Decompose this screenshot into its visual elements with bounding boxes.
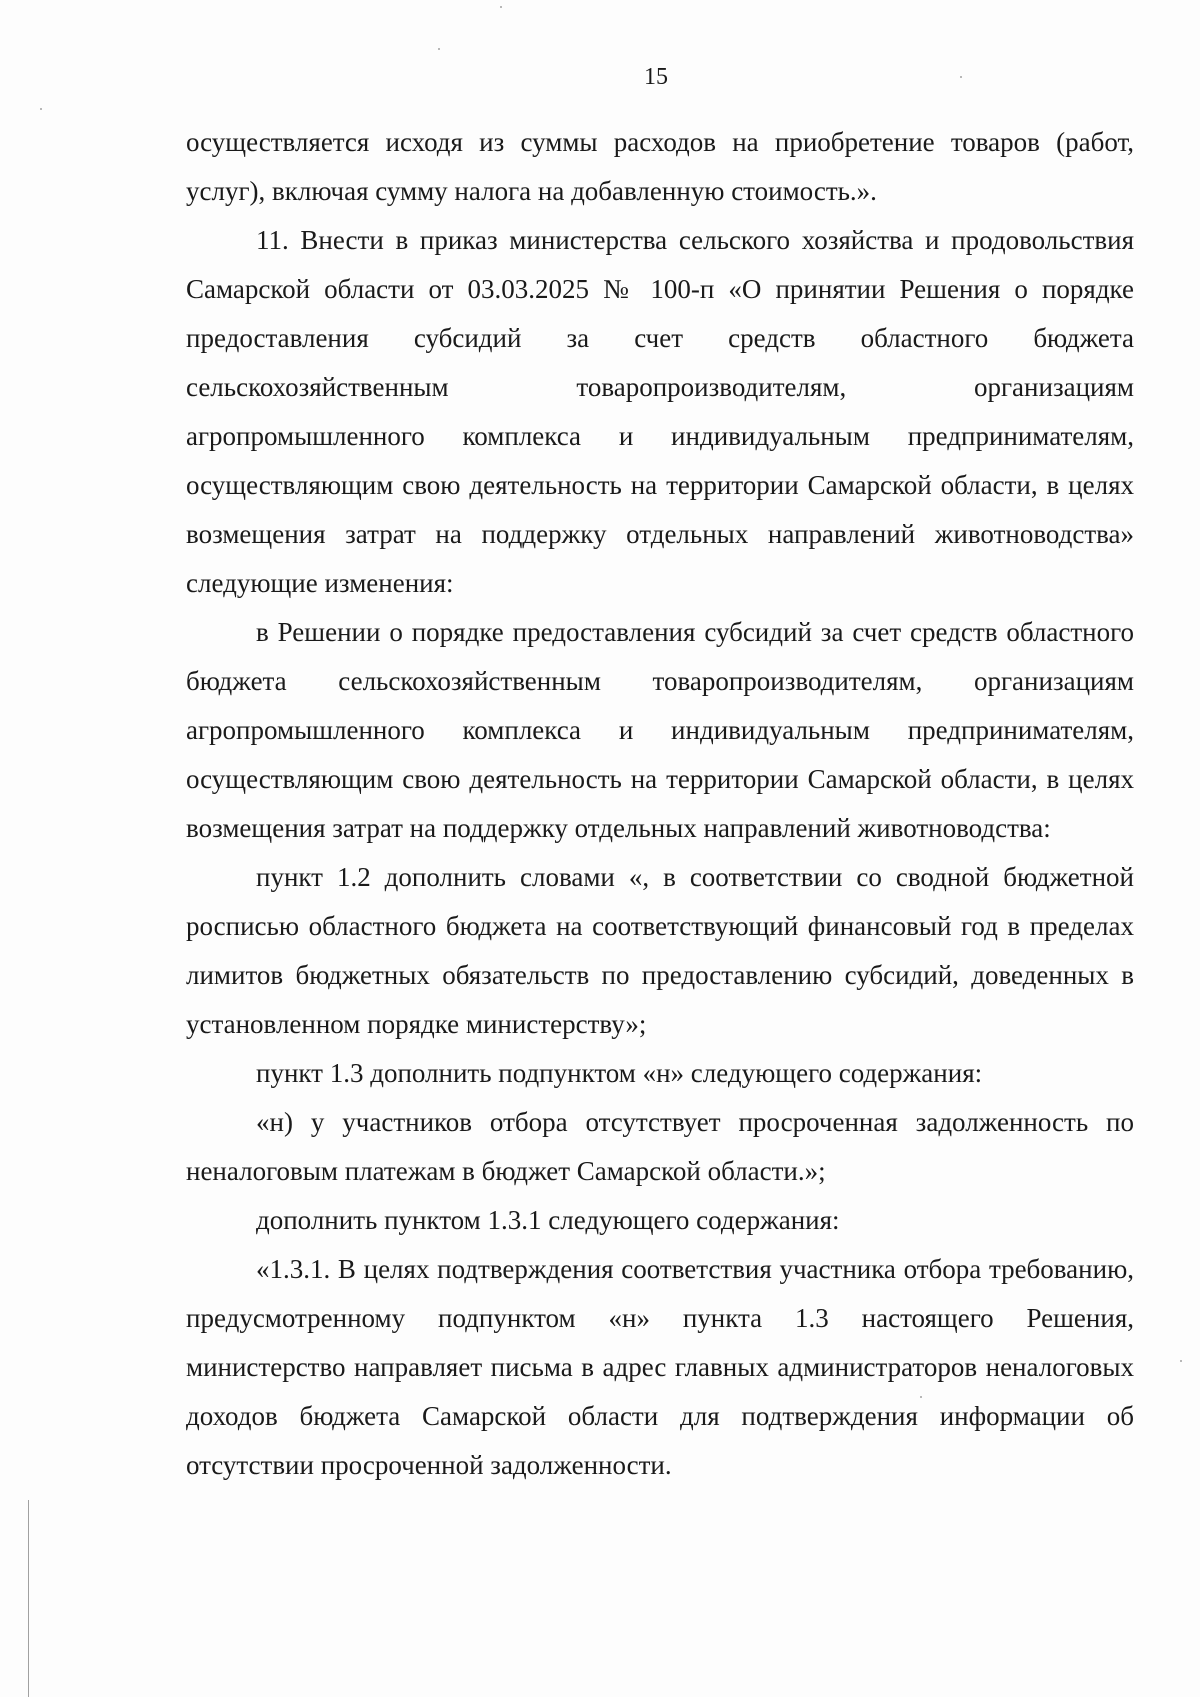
scan-speck (1180, 1360, 1182, 1362)
scan-speck (500, 6, 502, 8)
paragraph-decision: в Решении о порядке предоставления субсидий за счет средств областного бюджета сельскохозяйственным товаропроизводителям, организациям агропромышленного комплекса и индивидуальным предпринимателям, осуществляющим свою деятельность на территории Самарской области, в целях возмещения затрат на поддержку отдельных направлений животноводства: (186, 617, 1134, 843)
paragraph-clause-1-2: пункт 1.2 дополнить словами «, в соответствии со сводной бюджетной росписью областного бюджета на соответствующий финансовый год в пределах лимитов бюджетных обязательств по предоставлению субсидий, доведенных в установленном порядке министерству»; (186, 862, 1134, 1039)
document-body (186, 118, 1134, 1490)
scan-speck (438, 48, 440, 50)
paragraph-item-11: 11. Внести в приказ министерства сельского хозяйства и продовольствия Самарской области от 03.03.2025 № 100-п «О принятии Решения о порядке предоставления субсидий за счет средств областного бюджета сельскохозяйственным товаропроизводителям, организациям агропромышленного комплекса и индивидуальным предпринимателям, осуществляющим свою деятельность на территории Самарской области, в целях возмещения затрат на поддержку отдельных направлений животноводства» следующие изменения: (186, 225, 1134, 598)
paragraph-add-1-3-1: дополнить пунктом 1.3.1 следующего содержания: (256, 1205, 840, 1235)
paragraph-subclause-n: «н) у участников отбора отсутствует просроченная задолженность по неналоговым платежам в бюджет Самарской области.»; (186, 1107, 1134, 1186)
paragraph-continuation: осуществляется исходя из суммы расходов на приобретение товаров (работ, услуг), включая сумму налога на добавленную стоимость.». (186, 127, 1134, 206)
paragraph-clause-1-3: пункт 1.3 дополнить подпунктом «н» следующего содержания: (256, 1058, 983, 1088)
scan-margin-line (28, 1500, 29, 1697)
scan-speck (40, 108, 42, 110)
paragraph-clause-1-3-1: «1.3.1. В целях подтверждения соответствия участника отбора требованию, предусмотренному подпунктом «н» пункта 1.3 настоящего Решения, министерство направляет письма в адрес главных администраторов неналоговых доходов бюджета Самарской области для подтверждения информации об отсутствии просроченной задолженности. (186, 1254, 1134, 1480)
page-number: 15 (644, 64, 668, 90)
